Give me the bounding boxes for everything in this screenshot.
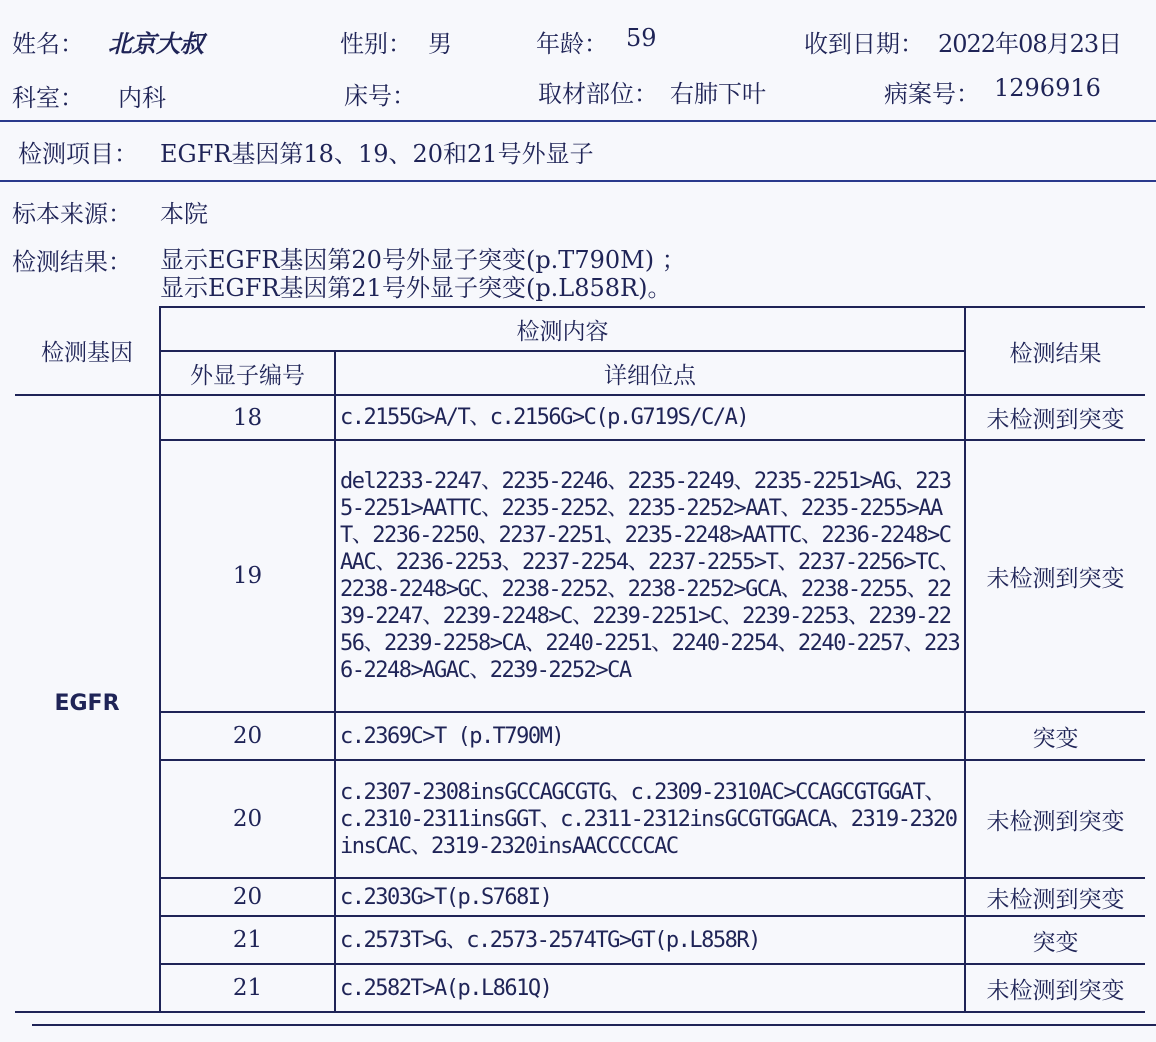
site-cell: c.2369C>T (p.T790M) (335, 712, 965, 760)
site-value: 右肺下叶 (670, 80, 766, 108)
result-cell: 未检测到突变 (965, 964, 1145, 1012)
result-cell: 未检测到突变 (965, 395, 1145, 440)
date-label: 收到日期： (804, 30, 924, 58)
result-label: 检测结果： (12, 248, 132, 276)
site-label: 取材部位： (538, 80, 658, 108)
sex-value: 男 (428, 30, 452, 58)
result-cell: 未检测到突变 (965, 440, 1145, 712)
table-row (15, 916, 1145, 964)
header-site: 详细位点 (335, 351, 965, 395)
table-row (15, 440, 1145, 712)
table-row (15, 395, 1145, 440)
source-label: 标本来源： (12, 200, 132, 228)
sex-label: 性别： (340, 30, 412, 58)
exon-cell: 20 (160, 760, 335, 878)
result-cell: 突变 (965, 916, 1145, 964)
exon-cell: 21 (160, 964, 335, 1012)
table-row (15, 712, 1145, 760)
divider (0, 120, 1156, 122)
exon-cell: 21 (160, 916, 335, 964)
gene-cell: EGFR (15, 395, 160, 1012)
date-value: 2022年08月23日 (938, 30, 1122, 58)
case-label: 病案号： (884, 80, 980, 108)
header-exon: 外显子编号 (160, 351, 335, 395)
age-value: 59 (626, 24, 657, 52)
test-item-label: 检测项目： (18, 140, 138, 168)
result-line-2: 显示EGFR基因第21号外显子突变(p.L858R)。 (160, 274, 672, 302)
name-label: 姓名： (12, 30, 84, 58)
result-cell: 未检测到突变 (965, 760, 1145, 878)
table-row (15, 964, 1145, 1012)
site-cell: c.2582T>A(p.L861Q) (335, 964, 965, 1012)
exon-cell: 20 (160, 878, 335, 916)
site-cell: c.2303G>T(p.S768I) (335, 878, 965, 916)
exon-cell: 19 (160, 440, 335, 712)
exon-cell: 18 (160, 395, 335, 440)
header-content: 检测内容 (160, 307, 965, 351)
header-result: 检测结果 (965, 307, 1145, 395)
bed-label: 床号： (344, 82, 416, 110)
source-value: 本院 (160, 200, 208, 228)
table-row (15, 878, 1145, 916)
age-label: 年龄： (536, 30, 608, 58)
header-gene: 检测基因 (15, 307, 160, 395)
result-cell: 未检测到突变 (965, 878, 1145, 916)
site-cell: c.2307-2308insGCCAGCGTG、c.2309-2310AC>CCAGCGTGGAT、c.2310-2311insGGT、c.2311-2312insGCGTGGACA、2319-2320insCAC、2319-2320insAACCCCCAC (335, 760, 965, 878)
test-item-value: EGFR基因第18、19、20和21号外显子 (160, 140, 594, 168)
result-cell: 突变 (965, 712, 1145, 760)
bottom-border (32, 1024, 1156, 1026)
exon-cell: 20 (160, 712, 335, 760)
site-cell: c.2155G>A/T、c.2156G>C(p.G719S/C/A) (335, 395, 965, 440)
table-row (15, 760, 1145, 878)
dept-label: 科室： (12, 84, 84, 112)
divider (0, 180, 1156, 182)
case-value: 1296916 (994, 74, 1101, 102)
site-cell: c.2573T>G、c.2573-2574TG>GT(p.L858R) (335, 916, 965, 964)
mutation-table (15, 306, 1145, 1013)
site-cell: del2233-2247、2235-2246、2235-2249、2235-2251>AG、2235-2251>AATTC、2235-2252、2235-2252>AAT、2235-2255>AAT、2236-2250、2237-2251、2235-2248>AATTC、2236-2248>CAAC、2236-2253、2237-2254、2237-2255>T、2237-2256>TC、2238-2248>GC、2238-2252、2238-2252>GCA、2238-2255、2239-2247、2239-2248>C、2239-2251>C、2239-2253、2239-2256、2239-2258>CA、2240-2251、2240-2254、2240-2257、2236-2248>AGAC、2239-2252>CA (335, 440, 965, 712)
result-line-1: 显示EGFR基因第20号外显子突变(p.T790M) ； (160, 246, 686, 274)
name-value: 北京大叔 (108, 29, 204, 58)
dept-value: 内科 (118, 84, 166, 112)
